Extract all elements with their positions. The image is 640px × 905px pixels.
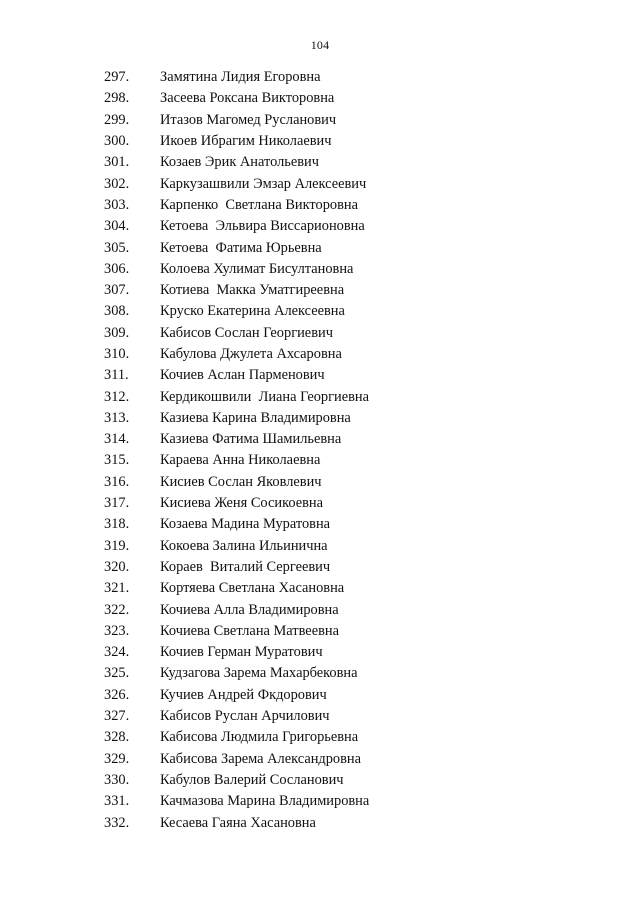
list-item bbox=[0, 770, 369, 791]
list-item bbox=[0, 429, 369, 450]
entry-name: Икоев Ибрагим Николаевич bbox=[160, 133, 332, 150]
entry-name: Качмазова Марина Владимировна bbox=[160, 793, 370, 810]
name-list bbox=[0, 67, 369, 834]
list-item bbox=[0, 131, 369, 152]
list-item bbox=[0, 365, 369, 386]
entry-name: Кабисов Сослан Георгиевич bbox=[160, 324, 333, 341]
entry-name: Кетоева Эльвира Виссарионовна bbox=[160, 218, 365, 235]
entry-number: 323. bbox=[104, 622, 130, 639]
list-item bbox=[0, 237, 369, 258]
entry-name: Карпенко Светлана Викторовна bbox=[160, 196, 358, 213]
entry-name: Кораев Виталий Сергеевич bbox=[160, 558, 331, 575]
entry-number: 302. bbox=[104, 175, 130, 192]
page-number: 104 bbox=[310, 38, 330, 52]
entry-name: Кортяева Светлана Хасановна bbox=[160, 580, 345, 597]
entry-number: 311. bbox=[104, 367, 129, 384]
list-item bbox=[0, 685, 369, 706]
entry-number: 322. bbox=[104, 601, 130, 618]
list-item bbox=[0, 88, 369, 109]
entry-number: 316. bbox=[104, 473, 130, 490]
entry-name: Кабисова Зарема Александровна bbox=[160, 750, 362, 767]
entry-number: 310. bbox=[104, 346, 130, 362]
list-item bbox=[0, 259, 369, 280]
list-item bbox=[0, 578, 369, 599]
entry-number: 325. bbox=[104, 665, 130, 682]
entry-number: 298. bbox=[104, 90, 130, 107]
list-item bbox=[0, 472, 369, 493]
entry-number: 324. bbox=[104, 644, 130, 661]
entry-name: Кочиева Светлана Матвеевна bbox=[160, 622, 339, 639]
entry-name: Кочиев Герман Муратович bbox=[160, 644, 323, 661]
entry-number: 300. bbox=[104, 133, 130, 150]
entry-name: Кочиева Алла Владимировна bbox=[160, 601, 339, 618]
entry-number: 320. bbox=[104, 558, 130, 575]
list-item bbox=[0, 493, 369, 514]
entry-number: 314. bbox=[104, 431, 130, 448]
list-item bbox=[0, 621, 369, 642]
list-item bbox=[0, 812, 369, 833]
entry-name: Котиева Макка Уматгиреевна bbox=[160, 282, 345, 299]
entry-number: 303. bbox=[104, 196, 130, 213]
entry-number: 329. bbox=[104, 750, 130, 767]
entry-number: 309. bbox=[104, 324, 130, 341]
entry-number: 317. bbox=[104, 495, 130, 512]
entry-name: Кокоева Залина Ильинична bbox=[160, 537, 328, 554]
entry-number: 315. bbox=[104, 452, 130, 469]
list-item bbox=[0, 514, 369, 535]
list-item bbox=[0, 67, 369, 88]
entry-number: 318. bbox=[104, 516, 130, 533]
entry-name: Казиева Фатима Шамильевна bbox=[160, 431, 342, 448]
list-item bbox=[0, 152, 369, 173]
entry-name: Кетоева Фатима Юрьевна bbox=[160, 239, 322, 256]
entry-name: Козаев Эрик Анатольевич bbox=[160, 154, 319, 171]
entry-name: Кудзагова Зарема Махарбековна bbox=[160, 665, 358, 682]
entry-name: Караева Анна Николаевна bbox=[160, 452, 321, 469]
list-item bbox=[0, 450, 369, 471]
entry-number: 304. bbox=[104, 218, 130, 235]
list-item bbox=[0, 344, 369, 365]
list-item bbox=[0, 386, 369, 407]
entry-name: Казиева Карина Владимировна bbox=[160, 409, 351, 426]
list-item bbox=[0, 557, 369, 578]
list-item bbox=[0, 323, 369, 344]
entry-name: Кабисова Людмила Григорьевна bbox=[160, 729, 359, 746]
list-item bbox=[0, 280, 369, 301]
entry-number: 308. bbox=[104, 303, 130, 320]
entry-name: Кабулов Валерий Сосланович bbox=[160, 771, 344, 788]
entry-name: Кучиев Андрей Фкдорович bbox=[160, 686, 327, 703]
list-item bbox=[0, 642, 369, 663]
entry-number: 330. bbox=[104, 771, 130, 788]
list-item bbox=[0, 791, 369, 812]
entry-number: 328. bbox=[104, 729, 130, 746]
list-item bbox=[0, 195, 369, 216]
entry-number: 332. bbox=[104, 814, 130, 831]
list-item bbox=[0, 301, 369, 322]
entry-number: 319. bbox=[104, 537, 130, 554]
entry-number: 327. bbox=[104, 708, 130, 725]
list-item bbox=[0, 408, 369, 429]
entry-name: Кесаева Гаяна Хасановна bbox=[160, 814, 316, 831]
entry-name: Кисиев Сослан Яковлевич bbox=[160, 473, 322, 490]
entry-number: 313. bbox=[104, 409, 130, 426]
list-item bbox=[0, 599, 369, 620]
list-item bbox=[0, 536, 369, 557]
entry-name: Итазов Магомед Русланович bbox=[160, 111, 337, 128]
entry-name: Круско Екатерина Алексеевна bbox=[160, 303, 345, 320]
entry-number: 297. bbox=[104, 69, 130, 86]
list-item bbox=[0, 110, 369, 131]
entry-name: Каркузашвили Эмзар Алексеевич bbox=[160, 175, 367, 192]
entry-name: Колоева Хулимат Бисултановна bbox=[160, 260, 354, 277]
entry-name: Кисиева Женя Сосикоевна bbox=[160, 495, 323, 512]
entry-name: Кабисов Руслан Арчилович bbox=[160, 708, 330, 725]
entry-name: Замятина Лидия Егоровна bbox=[160, 69, 321, 86]
entry-number: 299. bbox=[104, 111, 130, 128]
list-item bbox=[0, 749, 369, 770]
entry-number: 321. bbox=[104, 580, 130, 597]
entry-number: 305. bbox=[104, 239, 130, 256]
entry-number: 306. bbox=[104, 260, 130, 277]
entry-name: Засеева Роксана Викторовна bbox=[160, 90, 335, 107]
list-item bbox=[0, 216, 369, 237]
list-item bbox=[0, 173, 369, 194]
entry-name: Кердикошвили Лиана Георгиевна bbox=[160, 388, 369, 405]
list-item bbox=[0, 727, 369, 748]
entry-number: 307. bbox=[104, 282, 130, 299]
entry-number: 312. bbox=[104, 388, 130, 405]
entry-name: Кабулова Джулета Ахсаровна bbox=[160, 346, 342, 362]
list-item bbox=[0, 706, 369, 727]
entry-number: 326. bbox=[104, 686, 130, 703]
entry-number: 331. bbox=[104, 793, 130, 810]
entry-name: Кочиев Аслан Парменович bbox=[160, 367, 325, 384]
entry-number: 301. bbox=[104, 154, 130, 171]
list-item bbox=[0, 663, 369, 684]
entry-name: Козаева Мадина Муратовна bbox=[160, 516, 331, 533]
